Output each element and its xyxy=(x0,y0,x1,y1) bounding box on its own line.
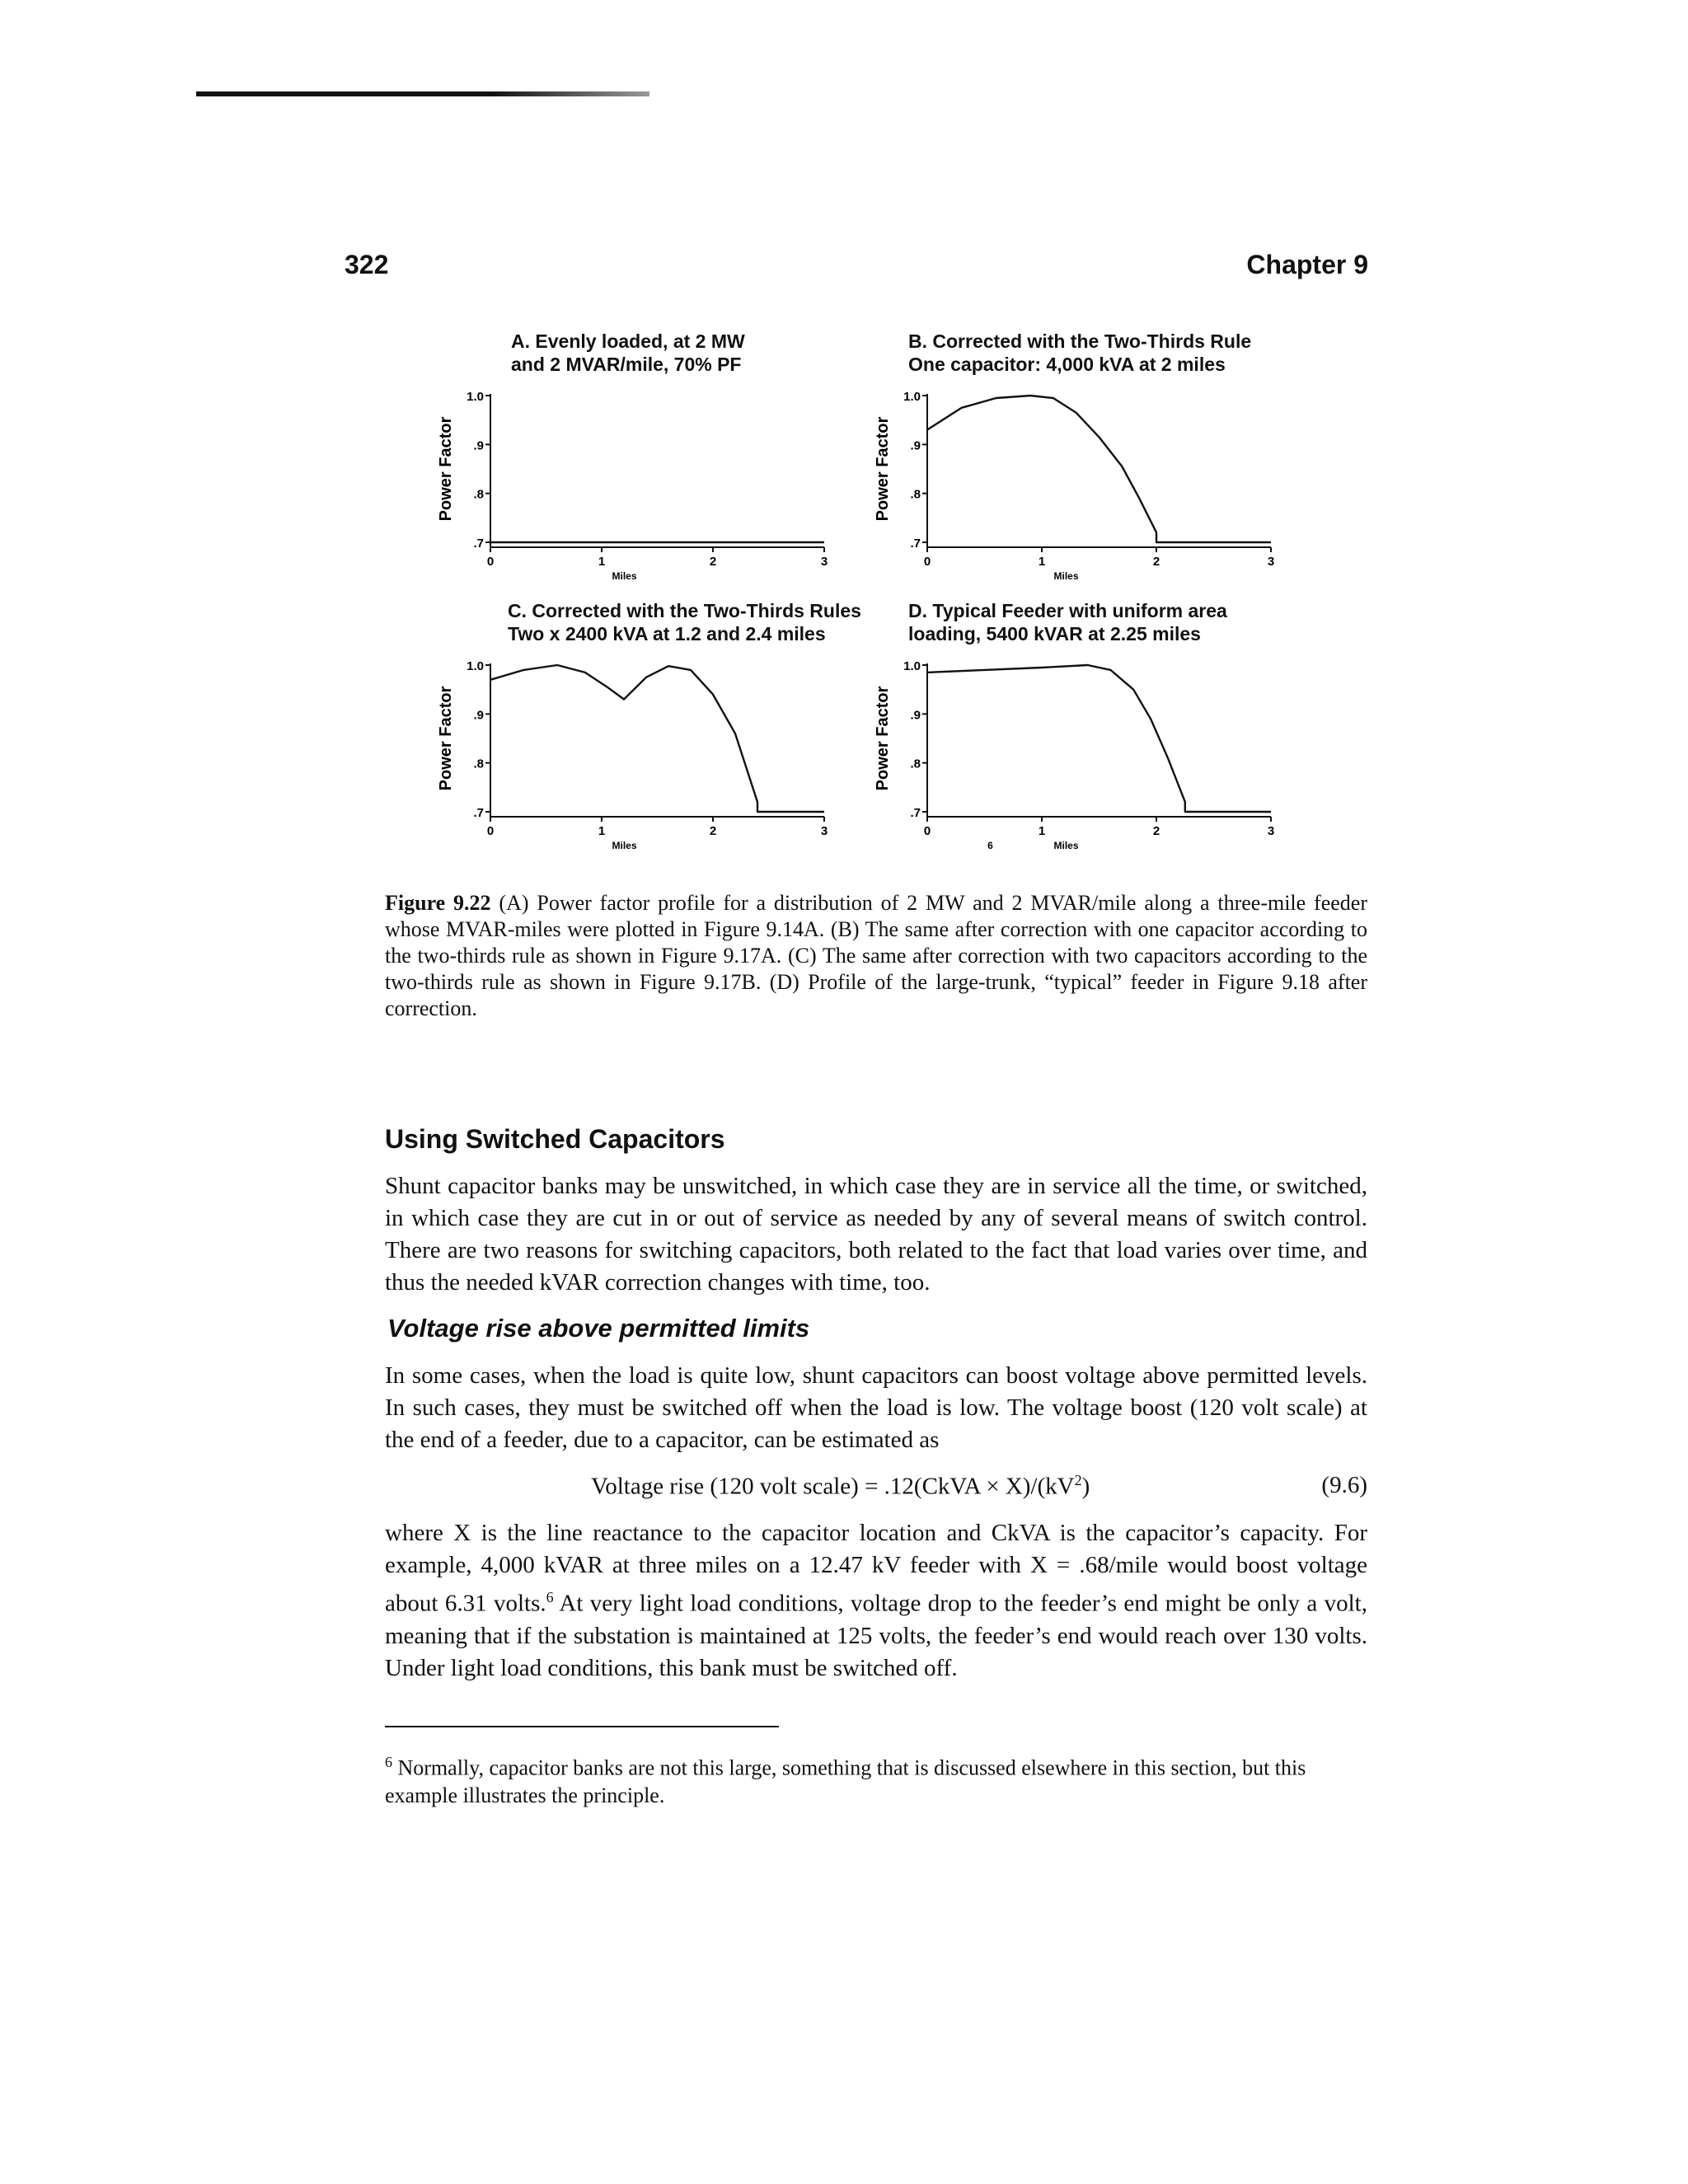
x-axis-label: Miles xyxy=(1053,840,1079,851)
figure-caption xyxy=(385,890,1367,1022)
y-tick-label: 1.0 xyxy=(467,390,484,404)
x-axis-label: Miles xyxy=(612,840,637,851)
power-factor-line xyxy=(927,665,1271,812)
y-tick-label: 1.0 xyxy=(903,390,921,404)
y-tick-label: .9 xyxy=(473,708,484,723)
figure-caption-text: (A) Power factor profile for a distribution of 2 MW and 2 MVAR/mile along a three-mile feeder whose MVAR-miles were plotted in Figure 9.14A. (B) The same after correction with one capacitor according to the two-thirds rule as shown in Figure 9.17A. (C) The same after correction with two capacitors according to the two-thirds rule as shown in Figure 9.17B. (D) Profile of the large-trunk, “typical” feeder in Figure 9.18 after correction. xyxy=(385,891,1367,1020)
chapter-label: Chapter 9 xyxy=(1246,250,1368,279)
chart-title: A. Evenly loaded, at 2 MW and 2 MVAR/mile, 70% PF xyxy=(511,330,745,375)
chart-a xyxy=(437,330,832,593)
paragraph-3 xyxy=(385,1517,1367,1685)
x-tick-label: 3 xyxy=(820,824,828,838)
footnote-text: Normally, capacitor banks are not this large, something that is discussed elsewhere in this section, but this example illustrates the principle. xyxy=(385,1755,1306,1807)
top-rule xyxy=(196,91,649,96)
footnote-reference: 6 xyxy=(546,1589,554,1605)
y-tick-label: .9 xyxy=(910,438,921,453)
x-axis-label: Miles xyxy=(1053,570,1079,582)
x-tick-label: 3 xyxy=(820,555,828,569)
chart-title: D. Typical Feeder with uniform area loading, 5400 kVAR at 2.25 miles xyxy=(908,600,1227,644)
section-heading: Using Switched Capacitors xyxy=(385,1124,725,1154)
y-tick-label: .8 xyxy=(473,757,484,771)
equation-lhs: Voltage rise (120 volt scale) = .12(CkVA × X)/(kV xyxy=(591,1473,1075,1500)
equation-number: (9.6) xyxy=(1321,1472,1367,1498)
page-number: 322 xyxy=(345,250,389,279)
y-tick-label: .8 xyxy=(910,487,921,502)
x-tick-label: 1 xyxy=(1038,555,1046,569)
chart-c xyxy=(437,599,832,863)
x-tick-label: 0 xyxy=(923,555,931,569)
x-tick-label: 1 xyxy=(1038,824,1046,838)
paragraph-3-part-b: At very light load conditions, voltage drop to the feeder’s end might be only a volt, meaning that if the substation is maintained at 125 volts, the feeder’s end would reach over 130 volts. Under light load conditions, this bank must be switched off. xyxy=(385,1590,1367,1681)
x-tick-label: 0 xyxy=(486,555,495,569)
footnote-rule xyxy=(385,1726,779,1727)
chart-title: C. Corrected with the Two-Thirds Rules Two x 2400 kVA at 1.2 and 2.4 miles xyxy=(508,600,861,644)
y-axis-label: Power Factor xyxy=(437,416,455,522)
chart-panel-b xyxy=(851,330,1279,593)
equation-close: ) xyxy=(1081,1473,1090,1500)
y-tick-label: .7 xyxy=(910,537,921,551)
x-axis-label: Miles xyxy=(612,570,637,582)
y-axis-label: Power Factor xyxy=(437,686,455,791)
y-tick-label: .9 xyxy=(473,438,484,453)
chart-panel-a xyxy=(437,330,832,593)
stray-label: 6 xyxy=(987,840,993,851)
x-tick-label: 2 xyxy=(1152,824,1160,838)
y-tick-label: .7 xyxy=(910,806,921,820)
chart-b xyxy=(851,330,1279,593)
y-axis-label: Power Factor xyxy=(874,686,892,791)
paragraph-2: In some cases, when the load is quite low, shunt capacitors can boost voltage above permitted levels. In such cases, they must be switched off when the load is low. The voltage boost (120 volt scale) at the end of a feeder, due to a capacitor, can be estimated as xyxy=(385,1362,1367,1453)
y-tick-label: 1.0 xyxy=(467,659,484,673)
y-tick-label: .9 xyxy=(910,708,921,723)
x-tick-label: 1 xyxy=(598,555,606,569)
figure-label: Figure 9.22 xyxy=(385,891,491,915)
y-axis-label: Power Factor xyxy=(874,416,892,522)
x-tick-label: 3 xyxy=(1267,555,1275,569)
footnote xyxy=(385,1749,1367,1809)
power-factor-line xyxy=(490,665,824,812)
footnote-marker: 6 xyxy=(385,1754,392,1770)
x-tick-label: 2 xyxy=(709,555,717,569)
x-tick-label: 0 xyxy=(486,824,495,838)
y-tick-label: 1.0 xyxy=(903,659,921,673)
subsection-heading: Voltage rise above permitted limits xyxy=(387,1314,810,1343)
y-tick-label: .8 xyxy=(473,487,484,502)
paragraph-3-part-a: where X is the line reactance to the capacitor location and CkVA is the capacitor’s capacity. For example, 4,000 kVAR at three miles on a 12.47 kV feeder with X = .68/mile would boost voltage about 6.31 volts. xyxy=(385,1520,1367,1617)
chart-panel-c xyxy=(437,599,861,863)
power-factor-line xyxy=(927,396,1271,542)
chart-panel-d xyxy=(851,599,1279,863)
paragraph-1: Shunt capacitor banks may be unswitched, in which case they are in service all the time, or switched, in which case they are cut in or out of service as needed by any of several means of switch control. There are two reasons for switching capacitors, both related to the fact that load varies over time, and thus the needed kVAR correction changes with time, too. xyxy=(385,1173,1367,1296)
chart-title: B. Corrected with the Two-Thirds Rule One capacitor: 4,000 kVA at 2 miles xyxy=(908,330,1252,375)
x-tick-label: 0 xyxy=(923,824,931,838)
equation-superscript: 2 xyxy=(1074,1472,1082,1488)
equation-text xyxy=(591,1472,1090,1501)
x-tick-label: 2 xyxy=(1152,555,1160,569)
x-tick-label: 1 xyxy=(598,824,606,838)
y-tick-label: .7 xyxy=(473,537,484,551)
chart-d xyxy=(851,599,1279,863)
x-tick-label: 2 xyxy=(709,824,717,838)
y-tick-label: .7 xyxy=(473,806,484,820)
y-tick-label: .8 xyxy=(910,757,921,771)
x-tick-label: 3 xyxy=(1267,824,1275,838)
